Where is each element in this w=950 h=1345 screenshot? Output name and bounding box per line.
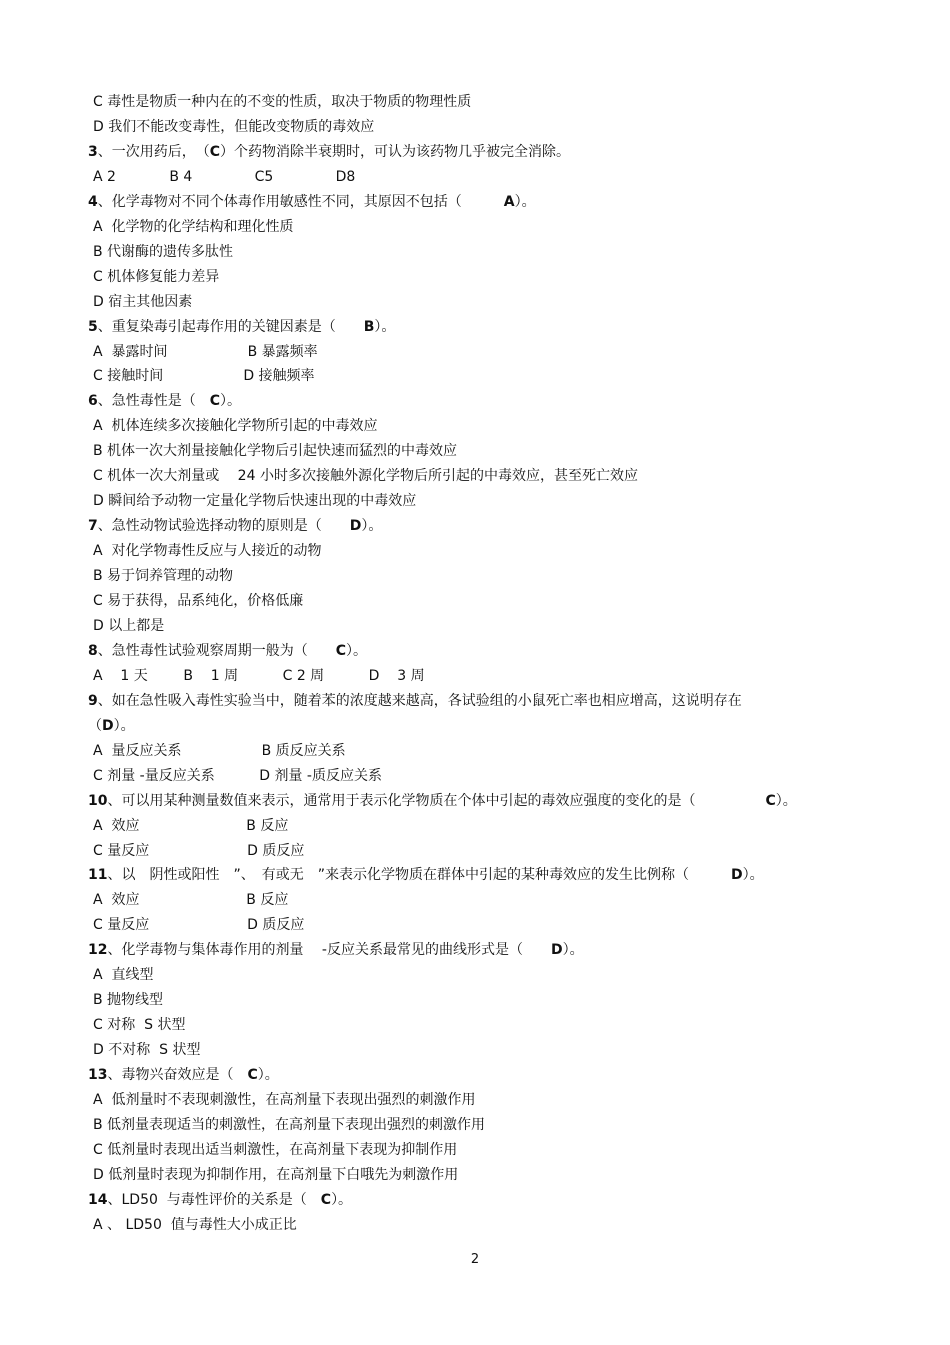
answer-letter: C: [247, 1067, 258, 1083]
question-text-end: ）。: [775, 792, 797, 809]
question-line: [88, 392, 241, 410]
option-line: A 化学物的化学结构和理化性质: [93, 218, 294, 235]
option-line: B 代谢酶的遗传多肽性: [93, 243, 234, 260]
question-number: 5: [88, 318, 98, 335]
answer-letter: C: [209, 143, 221, 160]
question-text: 、急性动物试验选择动物的原则是（: [97, 518, 350, 535]
question-number: 13: [88, 1067, 108, 1083]
question-line: [88, 143, 570, 161]
question-number: 10: [88, 792, 108, 809]
option-line: A 量反应关系 B 质反应关系: [93, 742, 346, 759]
question-line: [88, 193, 536, 211]
question-number: 14: [88, 1191, 108, 1208]
answer-letter: C: [335, 642, 347, 659]
option-line: D 宿主其他因素: [93, 293, 193, 310]
option-line: C 易于获得，品系纯化，价格低廉: [93, 593, 304, 609]
option-line: C 量反应 D 质反应: [93, 842, 305, 859]
question-number: 4: [88, 193, 98, 210]
question-number: 3: [88, 143, 98, 160]
question-text: 、可以用某种测量数值来表示，通常用于表示化学物质在个体中引起的毒效应强度的变化的是（: [107, 792, 766, 809]
question-number: 7: [88, 518, 98, 535]
option-line: A 1 天 B 1 周 C 2 周 D 3 周: [93, 667, 425, 684]
question-text-end: ）个药物消除半衰期时，可认为该药物几乎被完全消除。: [220, 143, 571, 160]
question-text: 、化学毒物与集体毒作用的剂量 -反应关系最常见的曲线形式是（: [107, 942, 551, 959]
option-line: A 对化学物毒性反应与人接近的动物: [93, 543, 322, 560]
question-text: 、急性毒性试验观察周期一般为（: [97, 642, 336, 659]
question-text: 、急性毒性是（: [97, 393, 210, 410]
question-number: 12: [88, 942, 108, 959]
option-line: D 以上都是: [93, 617, 165, 634]
answer-letter: D: [102, 717, 114, 734]
question-line: [88, 1191, 352, 1209]
question-text: 、如在急性吸入毒性实验当中，随着苯的浓度越来越高，各试验组的小鼠死亡率也相应增高，这说明存在: [97, 692, 742, 709]
option-line: C 机体修复能力差异: [93, 268, 220, 285]
question-text-end: ）。: [374, 318, 396, 335]
answer-letter: C: [765, 792, 776, 809]
question-line: [88, 866, 764, 884]
option-line: C 剂量 -量反应关系 D 剂量 -质反应关系: [93, 767, 382, 784]
option-line: C 接触时间 D 接触频率: [93, 368, 315, 385]
question-text-end: ）。: [361, 518, 383, 535]
question-text: 、化学毒物对不同个体毒作用敏感性不同，其原因不包括（: [97, 193, 504, 210]
answer-letter: C: [320, 1191, 332, 1208]
question-text-end: ）。: [257, 1067, 279, 1083]
question-text-end: ）。: [562, 942, 584, 959]
question-text-end: ）。: [346, 642, 368, 659]
option-line: A 直线型: [93, 967, 154, 984]
option-line: B 机体一次大剂量接触化学物后引起快速而猛烈的中毒效应: [93, 443, 458, 460]
question-continuation: [88, 717, 135, 735]
question-line: [88, 1066, 279, 1084]
option-line: D 低剂量时表现为抑制作用，在高剂量下白哦先为刺激作用: [93, 1166, 459, 1183]
question-text: （: [88, 717, 102, 734]
question-text: 、以 阴性或阳性 ”、 有或无 ”来表示化学物质在群体中引起的某种毒效应的发生比例称（: [107, 867, 731, 884]
question-line: [88, 642, 367, 660]
option-line: C 机体一次大剂量或 24 小时多次接触外源化学物后所引起的中毒效应，甚至死亡效应: [93, 468, 638, 485]
answer-letter: A: [503, 193, 515, 210]
question-number: 6: [88, 393, 98, 410]
option-line: C 对称 S 状型: [93, 1017, 186, 1034]
question-line: [88, 517, 382, 535]
option-line: A 机体连续多次接触化学物所引起的中毒效应: [93, 418, 378, 435]
option-line: B 抛物线型: [93, 992, 164, 1009]
answer-letter: D: [349, 518, 362, 535]
option-line: C 毒性是物质一种内在的不变的性质，取决于物质的物理性质: [93, 94, 472, 110]
question-line: [88, 792, 797, 810]
option-line: A 效应 B 反应: [93, 817, 289, 834]
answer-letter: C: [209, 393, 221, 410]
question-number: 11: [88, 867, 108, 884]
option-line: A 效应 B 反应: [93, 892, 289, 909]
answer-letter: D: [731, 867, 743, 884]
question-number: 8: [88, 642, 98, 659]
answer-letter: B: [363, 318, 375, 335]
option-line: A 暴露时间 B 暴露频率: [93, 343, 318, 360]
option-line: D 不对称 S 状型: [93, 1042, 201, 1059]
question-text: 、LD50 与毒性评价的关系是（: [107, 1191, 321, 1208]
question-text-end: ）。: [514, 193, 536, 210]
option-line: A 、 LD50 值与毒性大小成正比: [93, 1216, 297, 1233]
option-line: D 我们不能改变毒性，但能改变物质的毒效应: [93, 119, 375, 135]
question-number: 9: [88, 692, 98, 709]
question-line: [88, 318, 395, 336]
option-line: D 瞬间给予动物一定量化学物后快速出现的中毒效应: [93, 493, 417, 510]
question-text-end: ）。: [742, 867, 764, 884]
question-text: 、毒物兴奋效应是（: [107, 1067, 248, 1083]
question-line: [88, 692, 742, 710]
question-text-end: ）。: [113, 717, 135, 734]
option-line: A 低剂量时不表现刺激性，在高剂量下表现出强烈的刺激作用: [93, 1092, 476, 1108]
option-line: B 低剂量表现适当的刺激性，在高剂量下表现出强烈的刺激作用: [93, 1116, 486, 1133]
answer-letter: D: [551, 942, 563, 959]
question-line: [88, 941, 584, 959]
question-text-end: ）。: [220, 393, 242, 410]
question-text: 、一次用药后， （: [97, 143, 210, 160]
option-line: B 易于饲养管理的动物: [93, 568, 234, 584]
question-text: 、重复染毒引起毒作用的关键因素是（: [97, 318, 364, 335]
option-line: C 低剂量时表现出适当刺激性，在高剂量下表现为抑制作用: [93, 1141, 458, 1158]
option-line: A 2 B 4 C5 D8: [93, 168, 356, 185]
option-line: C 量反应 D 质反应: [93, 917, 305, 934]
page-number: 2: [470, 1252, 480, 1267]
question-text-end: ）。: [331, 1191, 353, 1208]
